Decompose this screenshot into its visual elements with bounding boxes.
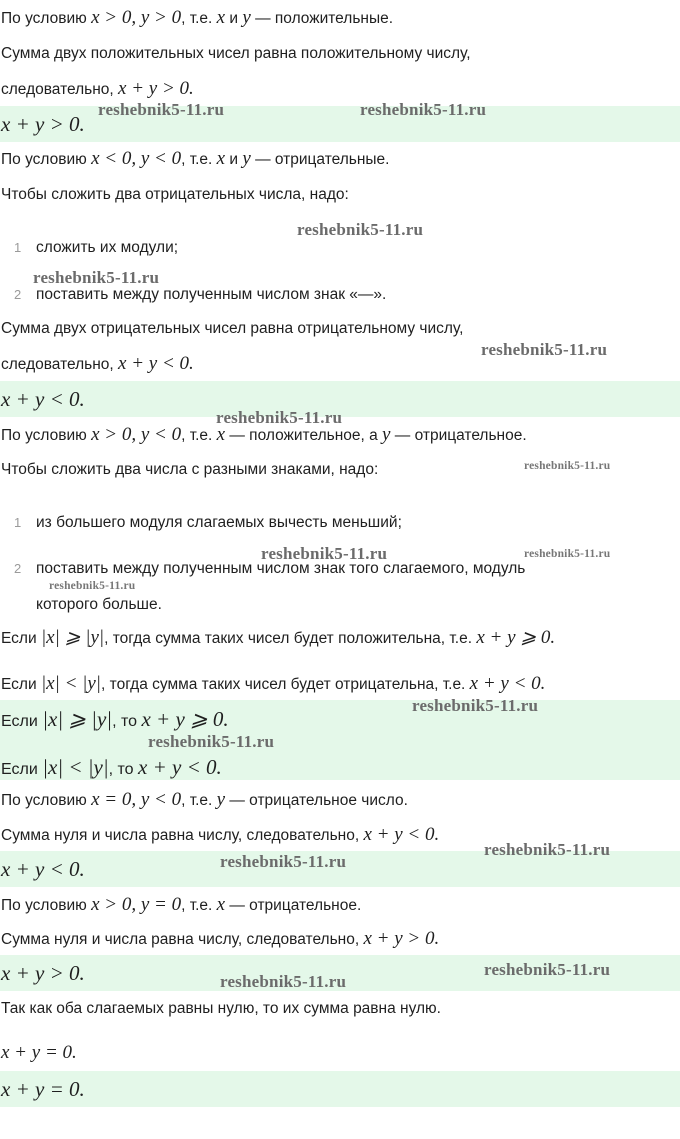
s6-answer-box: x + y = 0. [0,1071,680,1107]
watermark: reshebnik5-11.ru [148,732,275,751]
watermark: reshebnik5-11.ru [216,408,343,427]
s5-answer-box: x + y > 0. [0,955,680,991]
watermark: reshebnik5-11.ru [261,544,388,563]
watermark: reshebnik5-11.ru [297,220,424,239]
watermark: reshebnik5-11.ru [98,100,225,119]
watermark: reshebnik5-11.ru [412,696,539,715]
watermark: reshebnik5-11.ru [524,460,611,472]
watermark: reshebnik5-11.ru [484,840,611,859]
watermark: reshebnik5-11.ru [33,268,160,287]
s2-answer-box: x + y < 0. [0,381,680,417]
watermark: reshebnik5-11.ru [484,960,611,979]
watermark: reshebnik5-11.ru [220,852,347,871]
s1-answer-box: x + y > 0. [0,106,680,142]
watermark: reshebnik5-11.ru [220,972,347,991]
watermark: reshebnik5-11.ru [49,580,136,592]
s4-answer-box: x + y < 0. [0,851,680,887]
watermark: reshebnik5-11.ru [360,100,487,119]
watermark: reshebnik5-11.ru [524,548,611,560]
s3-answer-box: Если |x| ⩾ |y|, то x + y ⩾ 0. Если |x| < |y|, то x + y < 0. [0,700,680,780]
watermark: reshebnik5-11.ru [481,340,608,359]
